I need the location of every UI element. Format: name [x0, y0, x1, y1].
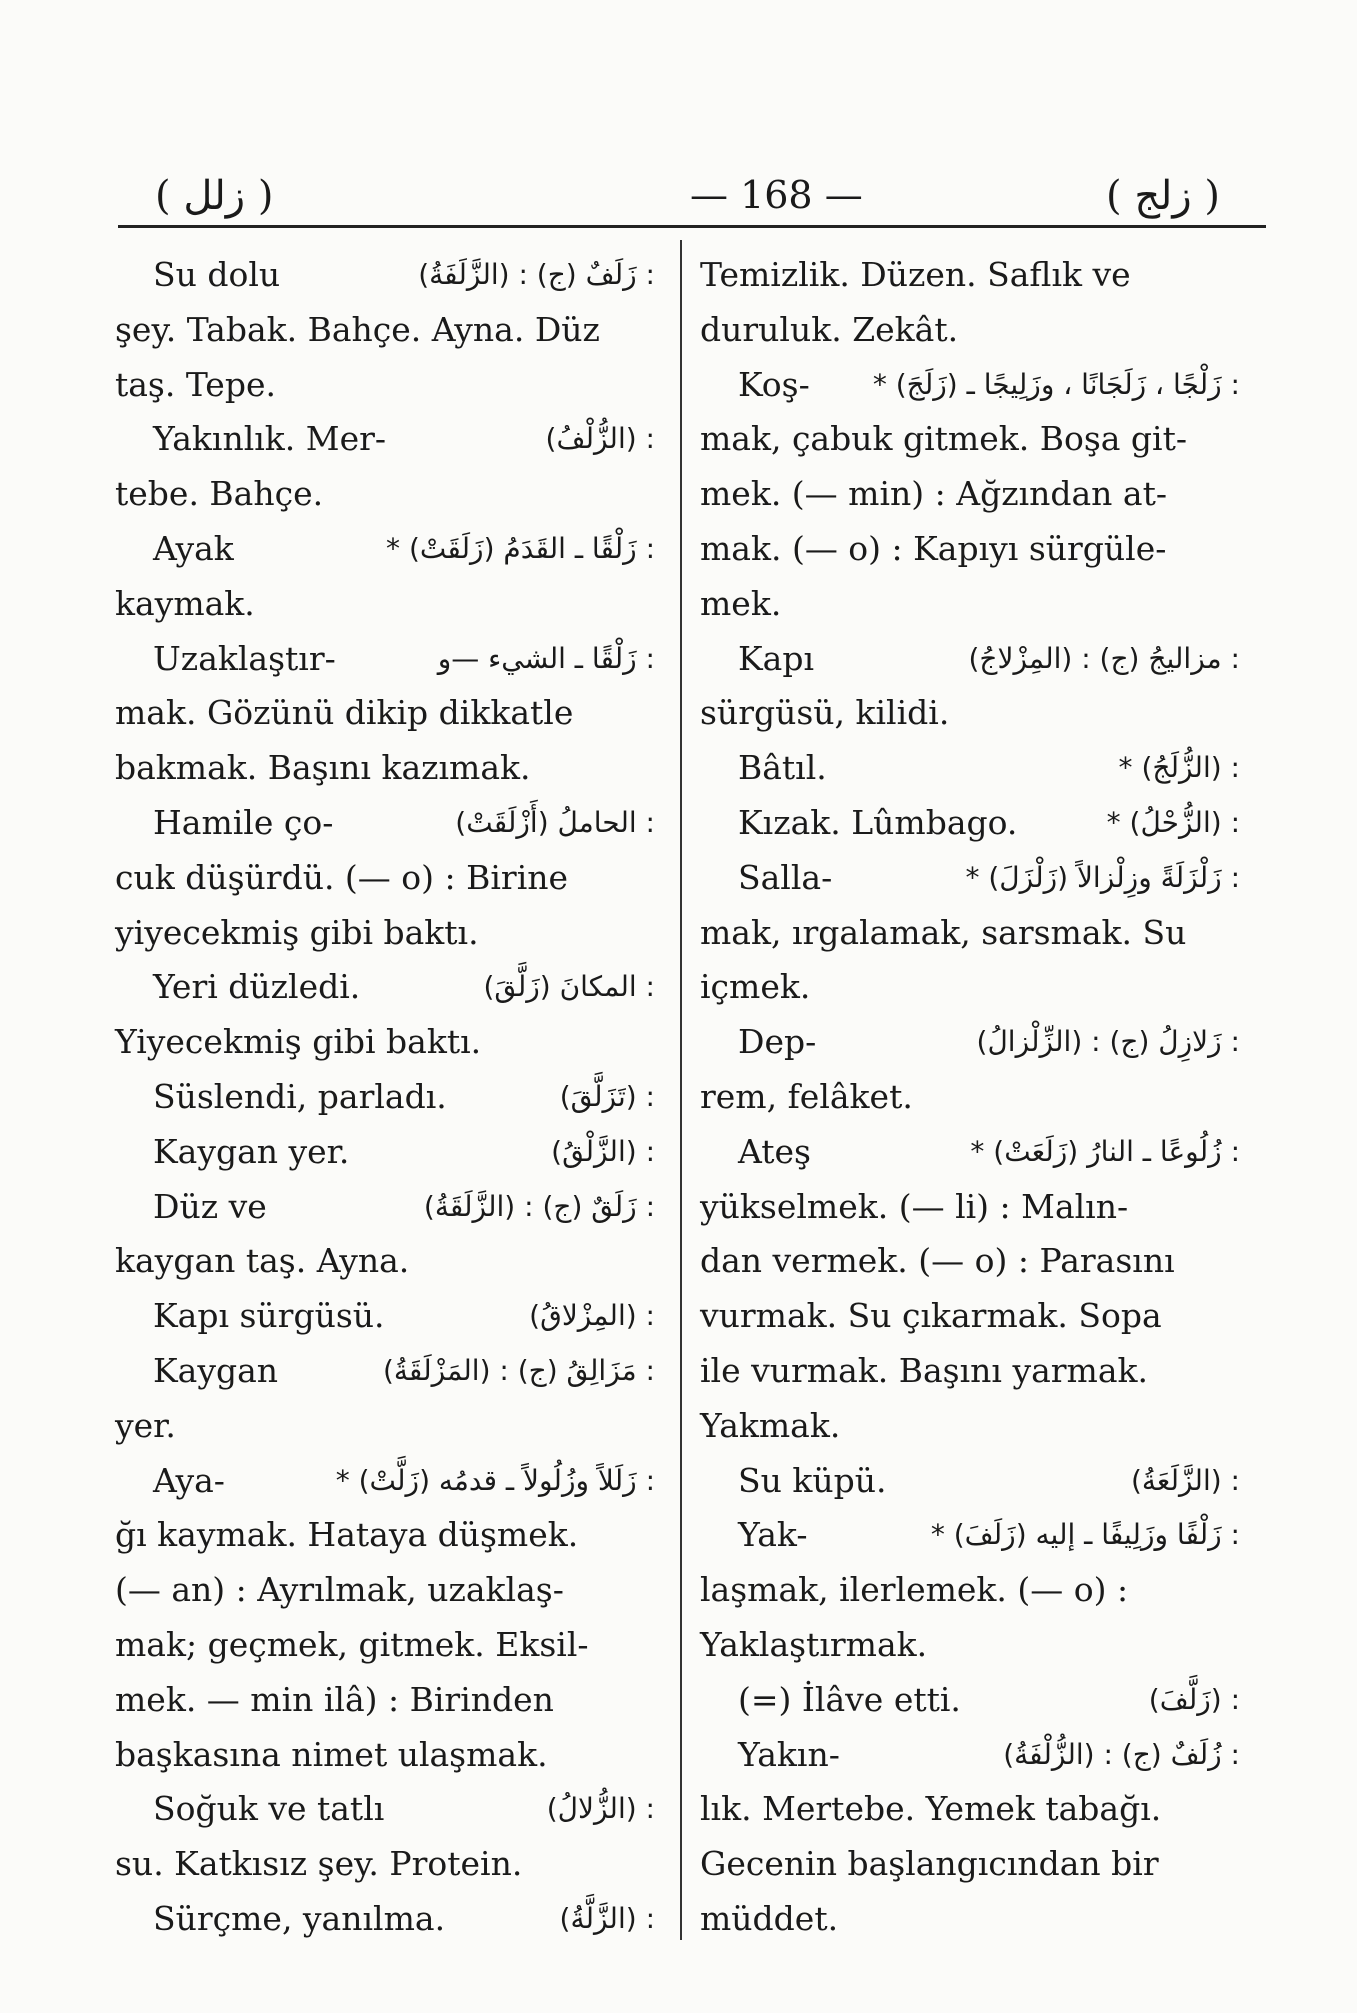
dictionary-line — [700, 632, 1240, 687]
arabic-headword: : (الزَّلْقُ) — [551, 1134, 655, 1168]
dictionary-line — [700, 851, 1240, 906]
arabic-headword: : (المِزْلاقُ) — [529, 1299, 655, 1333]
dictionary-line — [115, 796, 655, 851]
dictionary-line — [115, 303, 655, 358]
dictionary-line — [115, 412, 655, 467]
entry-text: mak. Gözünü dikip dikkatle — [115, 693, 574, 733]
entry-text: duruluk. Zekât. — [700, 309, 959, 349]
entry-text: kaymak. — [115, 583, 255, 623]
dictionary-line — [700, 1454, 1240, 1509]
entry-text: Sürçme, yanılma. — [153, 1898, 446, 1938]
dictionary-line — [115, 1782, 655, 1837]
dictionary-line — [700, 1399, 1240, 1454]
dictionary-line — [700, 1673, 1240, 1728]
arabic-headword: : زَلَفٌ (ج) : (الزَّلَفَةُ) — [418, 258, 655, 291]
entry-text: müddet. — [700, 1898, 839, 1938]
entry-text: Koş- — [738, 364, 810, 404]
entry-text: mak. (— o) : Kapıyı sürgüle- — [700, 528, 1167, 568]
header-left-guide-word: ( زلل ) — [155, 173, 274, 219]
entry-text: Kaygan yer. — [153, 1131, 350, 1171]
dictionary-line — [700, 960, 1240, 1015]
dictionary-line — [700, 577, 1240, 632]
entry-text: ile vurmak. Başını yarmak. — [700, 1350, 1148, 1390]
dictionary-line — [700, 1344, 1240, 1399]
entry-text: (=) İlâve etti. — [738, 1679, 961, 1719]
entry-text: Ayak — [153, 528, 234, 568]
entry-text: Yakmak. — [700, 1405, 841, 1445]
entry-text: taş. Tepe. — [115, 364, 276, 404]
entry-text: Yakın- — [738, 1734, 840, 1774]
arabic-headword: : مَزَالِقُ (ج) : (المَزْلَقَةُ) — [382, 1353, 655, 1387]
entry-text: Yiyecekmiş gibi baktı. — [115, 1022, 482, 1062]
arabic-headword: : زُلَفٌ (ج) : (الزُّلْفَةُ) — [1003, 1737, 1240, 1771]
arabic-headword: : (الزُّحْلُ) * — [1106, 805, 1240, 839]
dictionary-line — [115, 1892, 655, 1947]
dictionary-line — [115, 1618, 655, 1673]
dictionary-line — [700, 741, 1240, 796]
entry-text: Temizlik. Düzen. Saflık ve — [700, 255, 1131, 294]
entry-text: Uzaklaştır- — [153, 638, 336, 678]
dictionary-line — [115, 522, 655, 577]
arabic-headword: : زَلْقًا ـ القَدَمُ (زَلَقَتْ) * — [386, 531, 655, 565]
dictionary-line — [115, 632, 655, 687]
header-right-guide-word: ( زلج ) — [1106, 173, 1220, 219]
entry-text: Yaklaştırmak. — [700, 1624, 928, 1664]
entry-text: yer. — [115, 1405, 176, 1445]
entry-text: Kaygan — [153, 1350, 279, 1390]
dictionary-line — [700, 358, 1240, 413]
entry-text: mek. — min ilâ) : Birinden — [115, 1679, 554, 1719]
entry-text: mek. (— min) : Ağzından at- — [700, 474, 1168, 514]
arabic-headword: : زَلْفًا وزَلِيفًا ـ إليه (زَلَفَ) * — [930, 1518, 1240, 1552]
dictionary-line — [115, 1289, 655, 1344]
arabic-headword: : زَلازِلُ (ج) : (الزِّلْزالُ) — [976, 1025, 1240, 1059]
dictionary-line — [700, 1728, 1240, 1783]
dictionary-line — [700, 1234, 1240, 1289]
entry-text: Soğuk ve tatlı — [153, 1789, 385, 1829]
dictionary-line — [115, 358, 655, 413]
dictionary-line — [700, 1180, 1240, 1235]
entry-text: Kapı — [738, 638, 815, 678]
dictionary-line — [115, 1837, 655, 1892]
dictionary-line — [700, 796, 1240, 851]
dictionary-line — [115, 1399, 655, 1454]
dictionary-line — [700, 1125, 1240, 1180]
entry-text: ğı kaymak. Hataya düşmek. — [115, 1515, 579, 1555]
arabic-headword: : مزاليجُ (ج) : (المِزْلاجُ) — [968, 641, 1240, 675]
arabic-headword: : المكانَ (زَلَّقَ) — [483, 970, 655, 1004]
arabic-headword: : الحاملُ (أَزْلَقَتْ) — [455, 805, 655, 839]
dictionary-line — [700, 412, 1240, 467]
entry-text: Su dolu — [153, 255, 281, 294]
dictionary-line — [115, 1344, 655, 1399]
entry-text: şey. Tabak. Bahçe. Ayna. Düz — [115, 309, 600, 349]
entry-text: tebe. Bahçe. — [115, 474, 324, 514]
dictionary-line — [700, 248, 1240, 303]
entry-text: başkasına nimet ulaşmak. — [115, 1734, 548, 1774]
arabic-headword: : (الزُّلْفُ) — [545, 422, 655, 456]
entry-text: dan vermek. (— o) : Parasını — [700, 1241, 1175, 1281]
dictionary-line — [115, 1015, 655, 1070]
entry-text: Kızak. Lûmbago. — [738, 802, 1018, 842]
dictionary-line — [115, 1563, 655, 1618]
entry-text: (— an) : Ayrılmak, uzaklaş- — [115, 1570, 564, 1610]
entry-text: Bâtıl. — [738, 748, 827, 788]
entry-text: mak; geçmek, gitmek. Eksil- — [115, 1624, 589, 1664]
arabic-headword: : (الزَّلَّةُ) — [559, 1901, 655, 1935]
entry-text: içmek. — [700, 967, 811, 1007]
dictionary-line — [700, 1892, 1240, 1947]
dictionary-line — [115, 577, 655, 632]
entry-text: Hamile ço- — [153, 802, 334, 842]
dictionary-line — [700, 1782, 1240, 1837]
entry-text: kaygan taş. Ayna. — [115, 1241, 410, 1281]
dictionary-line — [700, 1837, 1240, 1892]
dictionary-line — [115, 1234, 655, 1289]
entry-text: Düz ve — [153, 1186, 267, 1226]
dictionary-line — [700, 906, 1240, 961]
dictionary-line — [700, 522, 1240, 577]
entry-text: Yakınlık. Mer- — [153, 419, 387, 459]
entry-text: yiyecekmiş gibi baktı. — [115, 912, 479, 952]
arabic-headword: : زَلْجًا ، زَلَجَانًا ، وزَلِيجًا ـ (زَلَجَ) * — [872, 367, 1240, 401]
header-rule — [118, 225, 1266, 228]
right-column — [700, 248, 1240, 1947]
dictionary-line — [700, 467, 1240, 522]
entry-text: cuk düşürdü. (— o) : Birine — [115, 857, 569, 897]
entry-text: rem, felâket. — [700, 1076, 913, 1116]
entry-text: lık. Mertebe. Yemek tabağı. — [700, 1789, 1162, 1829]
left-column — [115, 248, 655, 1947]
arabic-headword: : (الزُّلَجُ) * — [1118, 751, 1240, 785]
dictionary-line — [115, 686, 655, 741]
arabic-headword: : زَلْقًا ـ الشيء —و — [437, 641, 655, 675]
entry-text: sürgüsü, kilidi. — [700, 693, 950, 733]
entry-text: su. Katkısız şey. Protein. — [115, 1844, 523, 1884]
arabic-headword: : (زَلَّفَ) — [1148, 1682, 1240, 1716]
arabic-headword: : (الزُّلالُ) — [546, 1792, 655, 1826]
entry-text: bakmak. Başını kazımak. — [115, 748, 531, 788]
dictionary-line — [115, 1070, 655, 1125]
dictionary-line — [700, 1070, 1240, 1125]
dictionary-line — [115, 1180, 655, 1235]
dictionary-line — [700, 1289, 1240, 1344]
dictionary-line — [115, 851, 655, 906]
dictionary-line — [115, 1673, 655, 1728]
entry-text: mak, ırgalamak, sarsmak. Su — [700, 912, 1187, 952]
dictionary-line — [700, 303, 1240, 358]
arabic-headword: : (الزَّلَعَةُ) — [1131, 1463, 1240, 1497]
dictionary-line — [700, 1508, 1240, 1563]
arabic-headword: : زَلْزَلَةً وزِلْزالاً (زَلْزَلَ) * — [965, 860, 1240, 894]
entry-text: mak, çabuk gitmek. Boşa git- — [700, 419, 1188, 459]
dictionary-line — [700, 686, 1240, 741]
column-divider — [680, 240, 682, 1940]
entry-text: Salla- — [738, 857, 833, 897]
entry-text: Su küpü. — [738, 1460, 887, 1500]
page-number: — 168 — — [690, 173, 863, 217]
dictionary-line — [115, 1454, 655, 1509]
arabic-headword: : زَلَقٌ (ج) : (الزَّلَقَةُ) — [423, 1189, 655, 1223]
entry-text: Süslendi, parladı. — [153, 1076, 447, 1116]
entry-text: Yeri düzledi. — [153, 967, 361, 1007]
dictionary-line — [700, 1563, 1240, 1618]
dictionary-line — [115, 467, 655, 522]
entry-text: Ateş — [738, 1131, 811, 1171]
entry-text: Aya- — [153, 1460, 225, 1500]
dictionary-line — [700, 1015, 1240, 1070]
entry-text: vurmak. Su çıkarmak. Sopa — [700, 1296, 1162, 1336]
arabic-headword: : زَلَلاً وزُلُولاً ـ قدمُه (زَلَّتْ) * — [335, 1463, 655, 1497]
entry-text: mek. — [700, 583, 782, 623]
entry-text: laşmak, ilerlemek. (— o) : — [700, 1570, 1129, 1610]
arabic-headword: : (تَزَلَّقَ) — [559, 1079, 655, 1113]
arabic-headword: : زُلُوعًا ـ النارُ (زَلَعَتْ) * — [970, 1134, 1240, 1168]
dictionary-line — [115, 248, 655, 303]
entry-text: Kapı sürgüsü. — [153, 1296, 385, 1336]
dictionary-line — [115, 1728, 655, 1783]
dictionary-line — [115, 906, 655, 961]
dictionary-line — [115, 1125, 655, 1180]
dictionary-line — [115, 1508, 655, 1563]
dictionary-line — [115, 741, 655, 796]
page-header — [110, 165, 1260, 225]
entry-text: yükselmek. (— li) : Malın- — [700, 1186, 1129, 1226]
dictionary-line — [115, 960, 655, 1015]
dictionary-line — [700, 1618, 1240, 1673]
entry-text: Dep- — [738, 1022, 817, 1062]
entry-text: Yak- — [738, 1515, 808, 1555]
entry-text: Gecenin başlangıcından bir — [700, 1844, 1159, 1884]
